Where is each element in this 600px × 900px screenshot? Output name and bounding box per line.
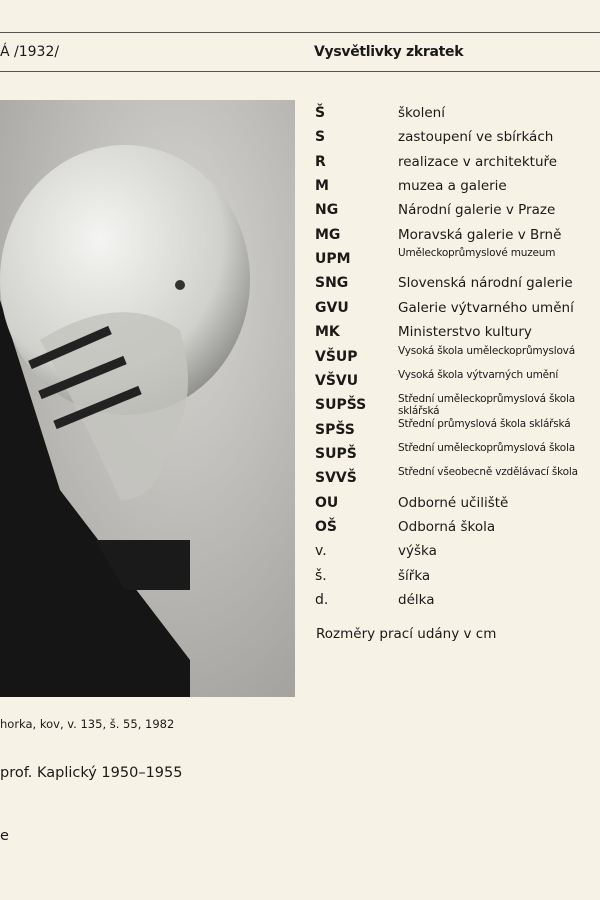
abbreviation-row — [0, 150, 600, 174]
abbreviation-code: v. — [315, 543, 327, 560]
abbreviation-meaning: Slovenská národní galerie — [398, 275, 573, 292]
dimensions-note: Rozměry prací udány v cm — [316, 626, 497, 642]
abbreviation-meaning: Uměleckoprůmyslové muzeum — [398, 247, 556, 260]
abbreviation-code: VŠUP — [315, 348, 358, 365]
abbreviation-row — [0, 442, 600, 466]
header-rule — [0, 71, 600, 72]
abbreviation-meaning: Odborná škola — [398, 518, 496, 535]
abbreviation-code: S — [315, 129, 326, 146]
abbreviation-meaning: Národní galerie v Praze — [398, 202, 556, 219]
section-title: Vysvětlivky zkratek — [314, 44, 464, 60]
abbreviation-meaning: Střední průmyslová škola sklářská — [398, 417, 571, 430]
abbreviation-meaning: Moravská galerie v Brně — [398, 226, 562, 243]
abbreviation-row — [0, 564, 600, 588]
abbreviation-code: d. — [315, 592, 329, 608]
abbreviation-row — [0, 101, 600, 125]
abbreviation-row — [0, 369, 600, 393]
abbreviation-row — [0, 125, 600, 149]
abbreviation-code: Š — [315, 105, 326, 121]
abbreviation-row — [0, 588, 600, 612]
abbreviation-code: M — [315, 178, 329, 195]
abbreviation-code: UPM — [315, 251, 351, 268]
abbreviation-row — [0, 345, 600, 369]
abbreviation-row — [0, 198, 600, 222]
abbreviation-code: SUPŠ — [315, 445, 357, 462]
abbreviation-meaning: školení — [398, 105, 445, 121]
abbreviation-row — [0, 515, 600, 539]
abbreviation-meaning: Galerie výtvarného umění — [398, 299, 574, 316]
abbreviation-code: MK — [315, 324, 340, 341]
abbreviation-meaning: Střední všeobecně vzdělávací škola — [398, 466, 578, 479]
abbreviation-row — [0, 491, 600, 515]
abbreviation-row — [0, 247, 600, 271]
abbreviation-meaning: Střední uměleckoprůmyslová škola — [398, 441, 575, 454]
abbreviation-row — [0, 393, 600, 417]
abbreviation-code: R — [315, 153, 326, 170]
abbreviation-code: š. — [315, 567, 327, 584]
abbreviation-row — [0, 466, 600, 490]
abbreviation-code: SPŠS — [315, 421, 355, 438]
abbreviation-meaning: muzea a galerie — [398, 178, 507, 195]
training-line: prof. Kaplický 1950–1955 — [0, 765, 183, 781]
abbreviation-code: GVU — [315, 299, 349, 316]
abbreviation-row — [0, 539, 600, 563]
text-fragment: e — [0, 828, 9, 844]
abbreviation-meaning: šířka — [398, 567, 431, 584]
abbreviation-row — [0, 271, 600, 295]
abbreviation-meaning: Odborné učiliště — [398, 494, 509, 511]
abbreviation-row — [0, 418, 600, 442]
abbreviation-code: SUPŠS — [315, 397, 367, 414]
abbreviation-code: OU — [315, 494, 339, 511]
running-header-left: Á /1932/ — [0, 44, 60, 60]
abbreviation-code: OŠ — [315, 518, 337, 535]
abbreviation-meaning: zastoupení ve sbírkách — [398, 129, 554, 146]
abbreviation-row — [0, 296, 600, 320]
abbreviation-code: VŠVU — [315, 372, 359, 389]
abbreviation-meaning: realizace v architektuře — [398, 153, 558, 170]
top-rule — [0, 32, 600, 33]
abbreviation-row — [0, 320, 600, 344]
abbreviation-meaning: délka — [398, 592, 435, 608]
photo-caption: horka, kov, v. 135, š. 55, 1982 — [0, 717, 175, 731]
abbreviation-code: SNG — [315, 275, 349, 292]
abbreviation-meaning: Střední uměleckoprůmyslová škola sklářská — [398, 393, 575, 418]
abbreviation-code: NG — [315, 202, 339, 219]
abbreviation-meaning: Vysoká škola uměleckoprůmyslová — [398, 344, 575, 357]
abbreviation-meaning: Vysoká škola výtvarných umění — [398, 368, 559, 381]
abbreviation-row — [0, 174, 600, 198]
abbreviation-code: SVVŠ — [315, 470, 357, 487]
abbreviation-row — [0, 223, 600, 247]
abbreviation-code: MG — [315, 226, 341, 243]
abbreviation-meaning: výška — [398, 543, 437, 560]
abbreviation-meaning: Ministerstvo kultury — [398, 324, 532, 341]
